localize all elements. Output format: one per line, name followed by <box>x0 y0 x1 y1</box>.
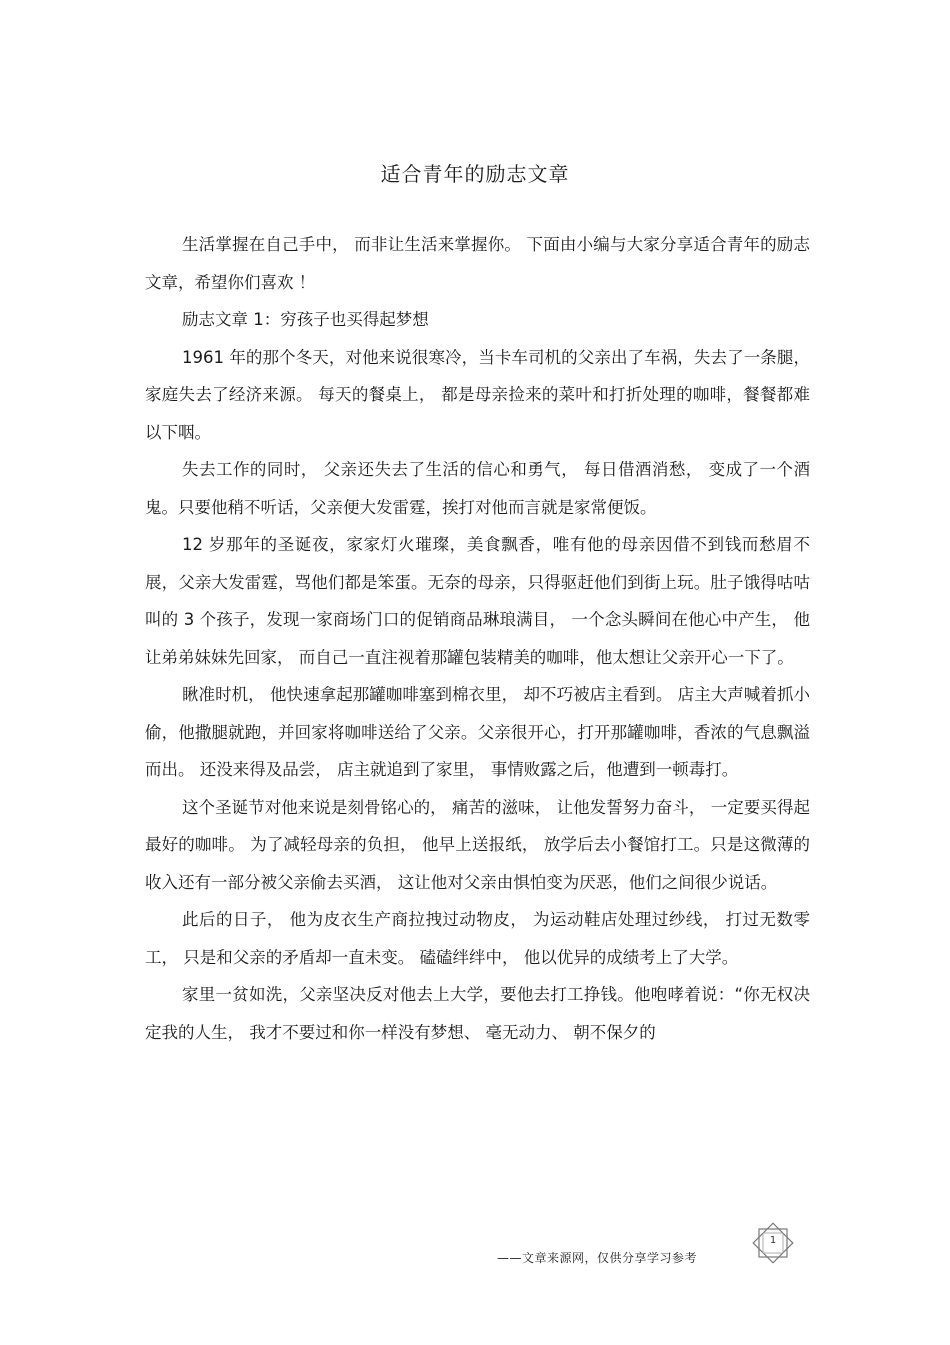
document-body <box>145 226 810 1051</box>
document-title: 适合青年的励志文章 <box>380 162 570 186</box>
paragraph: 瞅准时机， 他快速拿起那罐咖啡塞到棉衣里， 却不巧被店主看到。 店主大声喊着抓小偷，他撒腿就跑，并回家将咖啡送给了父亲。父亲很开心，打开那罐咖啡，香浓的气息飘溢而出。 还没来得及品尝， 店主就追到了家里， 事情败露之后，他遭到一顿毒打。 <box>145 685 810 779</box>
paragraph: 12 岁那年的圣诞夜，家家灯火璀璨，美食飘香，唯有他的母亲因借不到钱而愁眉不展，父亲大发雷霆，骂他们都是笨蛋。无奈的母亲，只得驱赶他们到街上玩。肚子饿得咕咕叫的 3 个孩子，发现一家商场门口的促销商品琳琅满目， 一个念头瞬间在他心中产生， 他让弟弟妹妹先回家， 而自己一直注视着那罐包装精美的咖啡，他太想让父亲开心一下了。 <box>145 535 810 667</box>
section-heading: 励志文章 1：穷孩子也买得起梦想 <box>182 310 429 329</box>
paragraph: 此后的日子， 他为皮衣生产商拉拽过动物皮， 为运动鞋店处理过纱线， 打过无数零工， 只是和父亲的矛盾却一直未变。 磕磕绊绊中， 他以优异的成绩考上了大学。 <box>145 910 810 967</box>
paragraph: 1961 年的那个冬天，对他来说很寒冷，当卡车司机的父亲出了车祸，失去了一条腿， 家庭失去了经济来源。 每天的餐桌上， 都是母亲捡来的菜叶和打折处理的咖啡，餐餐都难以下咽。 <box>145 347 810 442</box>
page-number-badge <box>750 1220 796 1266</box>
paragraph: 生活掌握在自己手中， 而非让生活来掌握你。 下面由小编与大家分享适合青年的励志文章，希望你们喜欢 ！ <box>145 235 810 292</box>
paragraph: 这个圣诞节对他来说是刻骨铭心的， 痛苦的滋味， 让他发誓努力奋斗， 一定要买得起最好的咖啡。 为了减轻母亲的负担， 他早上送报纸， 放学后去小餐馆打工。只是这微薄的收入还有一部分被父亲偷去买酒， 这让他对父亲由惧怕变为厌恶，他们之间很少说话。 <box>145 797 810 892</box>
footer-source-note: ——文章来源网，仅供分享学习参考 <box>497 1251 698 1265</box>
page-number: 1 <box>769 1235 777 1246</box>
paragraph: 失去工作的同时， 父亲还失去了生活的信心和勇气， 每日借酒消愁， 变成了一个酒鬼。只要他稍不听话，父亲便大发雷霆，挨打对他而言就是家常便饭。 <box>145 460 810 517</box>
paragraph: 家里一贫如洗，父亲坚决反对他去上大学，要他去打工挣钱。他咆哮着说：“你无权决定我的人生， 我才不要过和你一样没有梦想、 毫无动力、 朝不保夕的 <box>145 985 810 1042</box>
